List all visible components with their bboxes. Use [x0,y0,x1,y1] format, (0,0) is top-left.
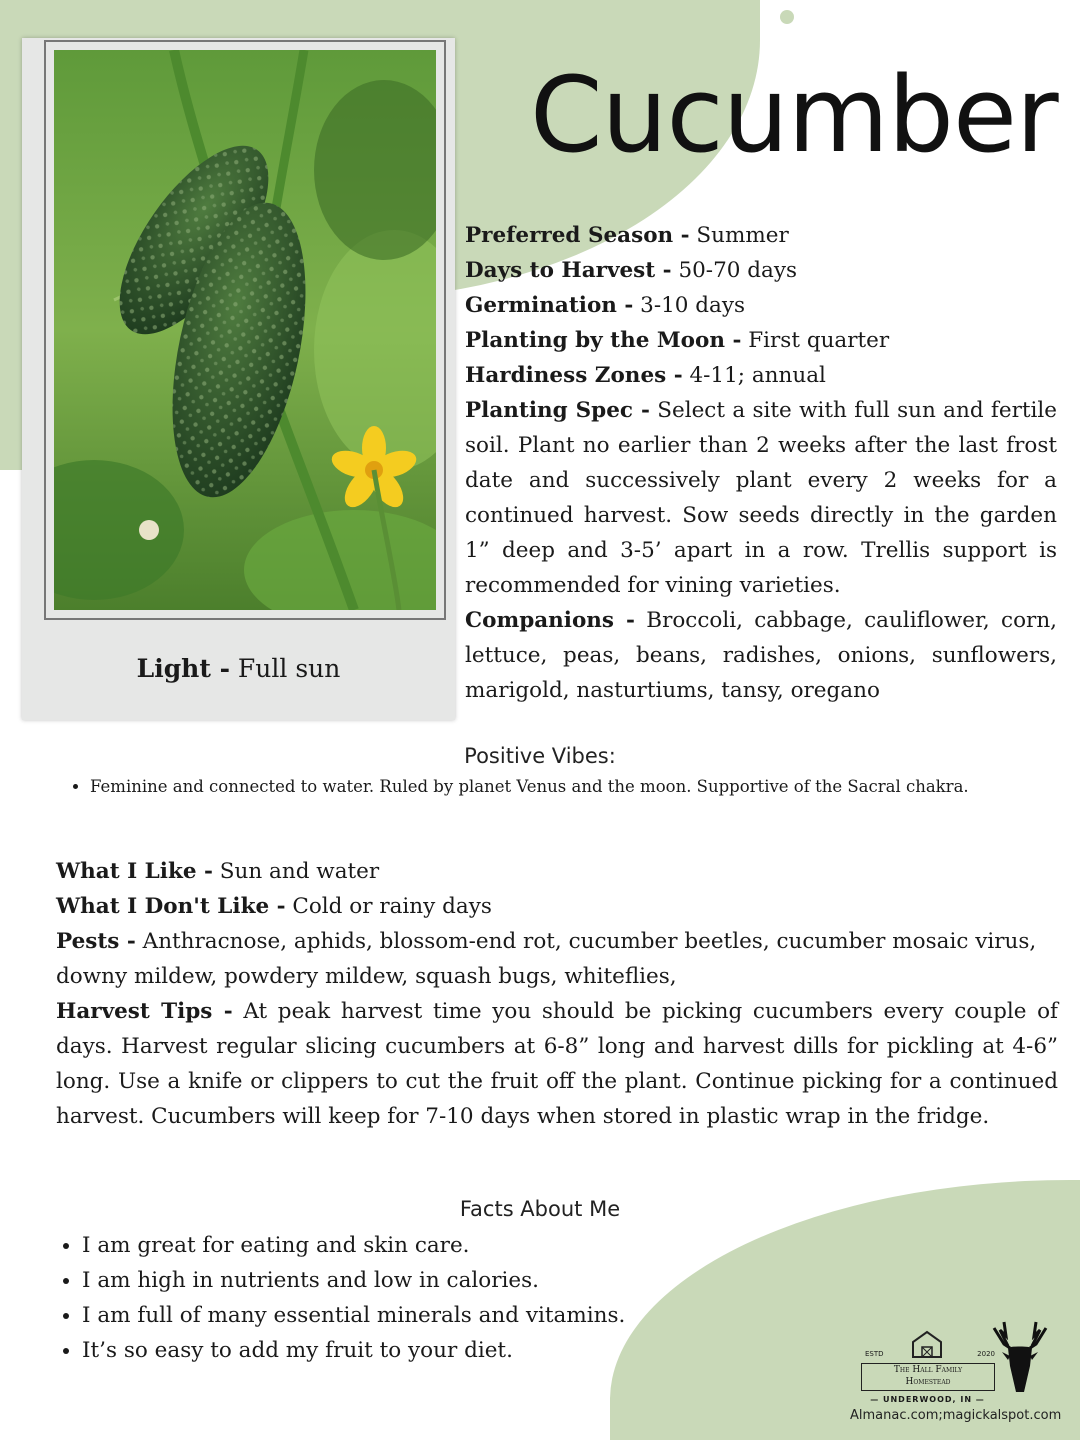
page-title: Cucumber [530,54,1058,176]
detail-value: Cold or rainy days [285,894,492,919]
detail-label: What I Don't Like - [56,894,286,919]
homestead-logo [855,1330,1000,1410]
info-line-harvest-days [465,253,1057,288]
info-label: Days to Harvest - [465,258,672,283]
list-item: • Feminine and connected to water. Ruled by planet Venus and the moon. Supportive of the Sacral chakra. [90,777,1070,796]
light-line [22,654,455,683]
info-line-companions [465,603,1057,708]
info-label: Germination - [465,293,634,318]
info-value: Broccoli, cabbage, cauliflower, corn, lettuce, peas, beans, radishes, onions, sunflowers, marigold, nasturtiums, tansy, oregano [465,608,1057,703]
list-item: • I am high in nutrients and low in calories. [82,1263,625,1298]
info-line-planting-spec [465,393,1057,603]
photo-frame [44,40,446,620]
info-line-germination [465,288,1057,323]
detail-label: Harvest Tips - [56,999,233,1024]
info-value: 3-10 days [633,293,746,318]
care-details [56,854,1058,1134]
list-item: • It’s so easy to add my fruit to your diet. [82,1333,625,1368]
info-label: Planting by the Moon - [465,328,742,353]
cucumber-photo [54,50,436,610]
info-line-season [465,218,1057,253]
list-item: • I am full of many essential minerals and vitamins. [82,1298,625,1333]
paint-speck [690,1400,702,1412]
detail-dislikes [56,889,1058,924]
light-value: Full sun [229,654,341,683]
info-label: Preferred Season - [465,223,690,248]
plant-info [465,218,1057,708]
logo-name-box [861,1363,995,1391]
logo-name-line2: Homestead [905,1377,951,1387]
info-label: Hardiness Zones - [465,363,683,388]
info-value: 4-11; annual [682,363,826,388]
logo-estd: ESTD [865,1350,884,1358]
facts-heading: Facts About Me [459,1197,621,1221]
source-credit: Almanac.com;magickalspot.com [850,1408,1062,1423]
detail-label: Pests - [56,929,136,954]
info-value: Select a site with full sun and fertile soil. Plant no earlier than 2 weeks after the last frost date and successively plant every 2 weeks for a continued harvest. Sow seeds directly in the garden 1” deep and 3-5’ apart in a row. Trellis support is recommended for vining varieties. [465,398,1057,598]
photo-card [22,38,455,720]
light-label: Light - [136,654,230,683]
logo-name-line1: The Hall Family [893,1365,963,1375]
info-label: Planting Spec - [465,398,650,423]
detail-value: Sun and water [212,859,380,884]
detail-value: Anthracnose, aphids, blossom-end rot, cucumber beetles, cucumber mosaic virus, downy mildew, powdery mildew, squash bugs, whiteflies, [56,929,1037,989]
facts-list [60,1228,625,1368]
detail-harvest-tips [56,994,1058,1134]
vibes-heading: Positive Vibes: [464,744,616,768]
paint-speck [780,10,794,24]
deer-head-icon [990,1318,1050,1398]
detail-pests [56,924,1058,994]
detail-value: At peak harvest time you should be picking cucumbers every couple of days. Harvest regular slicing cucumbers at 6-8” long and harvest dills for pickling at 4-6” long. Use a knife or clippers to cut the fruit off the plant. Continue picking for a continued harvest. Cucumbers will keep for 7-10 days when stored in plastic wrap in the fridge. [56,999,1059,1129]
list-item: • I am great for eating and skin care. [82,1228,625,1263]
logo-location: — UNDERWOOD, IN — [870,1395,985,1404]
detail-likes [56,854,1058,889]
info-value: First quarter [741,328,890,353]
detail-label: What I Like - [56,859,213,884]
vibes-list [70,777,1070,796]
info-line-zones [465,358,1057,393]
logo-year: 2020 [977,1350,995,1358]
info-value: 50-70 days [671,258,798,283]
info-line-moon [465,323,1057,358]
info-value: Summer [689,223,789,248]
info-label: Companions - [465,608,635,633]
